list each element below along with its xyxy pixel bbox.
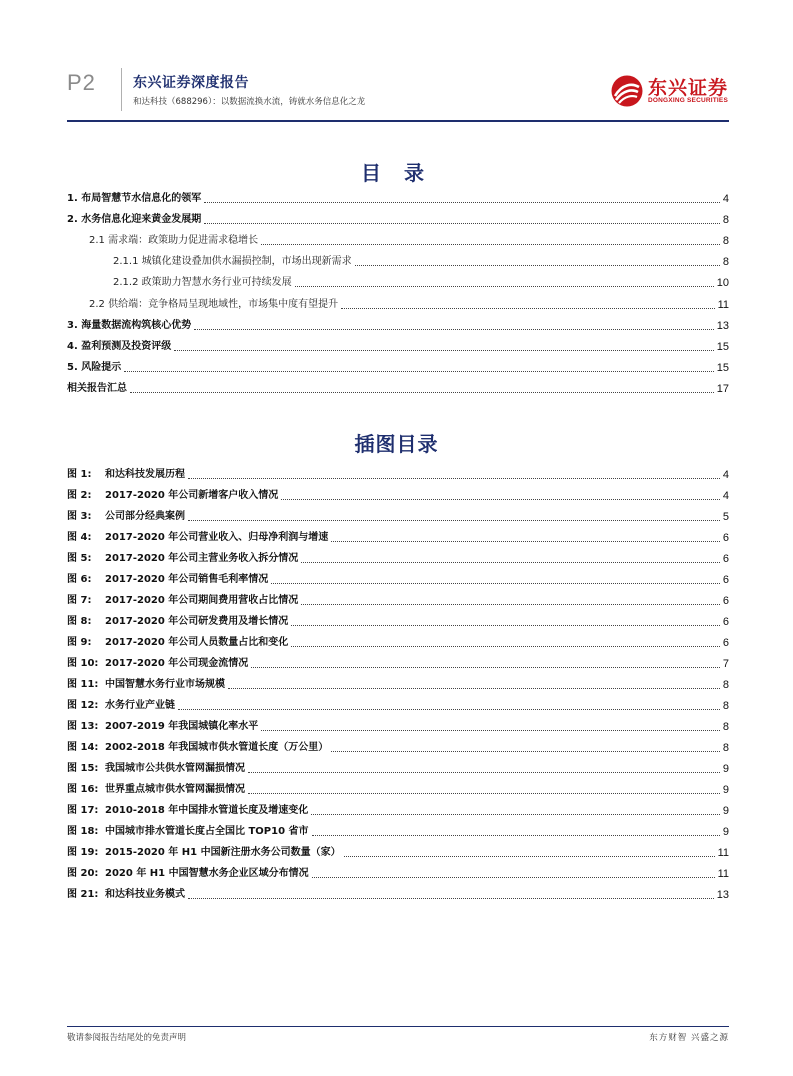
leader-dots	[130, 392, 714, 393]
figure-page: 5	[722, 511, 729, 523]
report-subtitle: 和达科技（688296）：以数据流换水流，铸就水务信息化之龙	[133, 97, 366, 107]
toc-entry[interactable]	[67, 317, 729, 333]
leader-dots	[291, 625, 720, 626]
figure-label: 图 9:	[67, 637, 92, 648]
footer-disclaimer: 敬请参阅报告结尾处的免责声明	[67, 1033, 187, 1043]
toc-entry-text: 2.1.2 政策助力智慧水务行业可持续发展	[113, 277, 292, 288]
figure-page: 11	[717, 847, 729, 859]
toc-entry[interactable]	[67, 338, 729, 354]
leader-dots	[311, 814, 720, 815]
leader-dots	[261, 730, 720, 731]
figure-text: 2017-2020 年公司新增客户收入情况	[105, 490, 279, 501]
leader-dots	[188, 898, 714, 899]
figure-entry[interactable]	[67, 571, 729, 587]
leader-dots	[344, 856, 715, 857]
toc-entry[interactable]	[67, 296, 729, 312]
leader-dots	[271, 583, 720, 584]
toc-entry-page: 10	[716, 277, 729, 289]
figure-text: 2017-2020 年公司主营业务收入拆分情况	[105, 553, 299, 564]
leader-dots	[281, 499, 720, 500]
figure-text: 我国城市公共供水管网漏损情况	[105, 763, 245, 774]
toc-entry-page: 4	[722, 193, 729, 205]
figure-label: 图 5:	[67, 553, 92, 564]
figure-label: 图 1:	[67, 469, 92, 480]
figure-page: 8	[722, 679, 729, 691]
toc-entry[interactable]	[67, 232, 729, 248]
leader-dots	[331, 541, 720, 542]
figure-text: 2017-2020 年公司研发费用及增长情况	[105, 616, 289, 627]
figure-text: 2015-2020 年 H1 中国新注册水务公司数量（家）	[105, 847, 341, 858]
page-header	[0, 0, 793, 130]
figure-text: 2002-2018 年我国城市供水管道长度（万公里）	[105, 742, 329, 753]
header-rule	[67, 120, 729, 122]
figure-label: 图 13:	[67, 721, 99, 732]
figure-page: 6	[722, 616, 729, 628]
figure-label: 图 3:	[67, 511, 92, 522]
footer-slogan: 东方财智 兴盛之源	[649, 1033, 729, 1043]
figure-label: 图 8:	[67, 616, 92, 627]
figure-label: 图 17:	[67, 805, 99, 816]
figure-entry[interactable]	[67, 634, 729, 650]
figure-entry[interactable]	[67, 760, 729, 776]
figure-page: 8	[722, 742, 729, 754]
figure-page: 7	[722, 658, 729, 670]
figure-entry[interactable]	[67, 865, 729, 881]
toc-entry-page: 8	[722, 214, 729, 226]
figure-page: 13	[716, 889, 729, 901]
figures-title: 插图目录	[354, 432, 439, 456]
figure-page: 8	[722, 700, 729, 712]
toc-entry[interactable]	[67, 253, 729, 269]
figure-entry[interactable]	[67, 508, 729, 524]
figure-label: 图 2:	[67, 490, 92, 501]
leader-dots	[204, 223, 720, 224]
leader-dots	[248, 793, 720, 794]
leader-dots	[301, 562, 720, 563]
figure-text: 2017-2020 年公司销售毛利率情况	[105, 574, 269, 585]
figure-page: 9	[722, 784, 729, 796]
figure-page: 4	[722, 469, 729, 481]
toc-title: 目 录	[361, 161, 432, 185]
figure-text: 和达科技发展历程	[105, 469, 185, 480]
toc-entry-text: 3. 海量数据流构筑核心优势	[67, 320, 192, 331]
leader-dots	[124, 371, 714, 372]
leader-dots	[312, 877, 715, 878]
toc-entry-text: 1. 布局智慧节水信息化的领军	[67, 193, 202, 204]
figure-page: 4	[722, 490, 729, 502]
figure-page: 9	[722, 805, 729, 817]
leader-dots	[204, 202, 720, 203]
figure-page: 9	[722, 763, 729, 775]
figure-page: 8	[722, 721, 729, 733]
figure-entry[interactable]	[67, 739, 729, 755]
figure-entry[interactable]	[67, 592, 729, 608]
figure-text: 2020 年 H1 中国智慧水务企业区域分布情况	[105, 868, 309, 879]
figure-entry[interactable]	[67, 886, 729, 902]
toc-entry-text: 相关报告汇总	[67, 383, 127, 394]
figure-entry[interactable]	[67, 550, 729, 566]
toc-entry[interactable]	[67, 380, 729, 396]
toc-entry-text: 2.2 供给端：竞争格局呈现地域性，市场集中度有望提升	[89, 299, 339, 310]
figure-label: 图 19:	[67, 847, 99, 858]
figure-text: 2007-2019 年我国城镇化率水平	[105, 721, 259, 732]
figure-entry[interactable]	[67, 844, 729, 860]
toc-entry[interactable]	[67, 274, 729, 290]
figure-entry[interactable]	[67, 487, 729, 503]
figure-text: 2017-2020 年公司人员数量占比和变化	[105, 637, 289, 648]
figure-page: 6	[722, 532, 729, 544]
logo-text-en: DONGXING SECURITIES	[648, 97, 729, 104]
figure-label: 图 15:	[67, 763, 99, 774]
leader-dots	[261, 244, 720, 245]
figure-page: 6	[722, 553, 729, 565]
leader-dots	[295, 286, 714, 287]
figure-label: 图 10:	[67, 658, 99, 669]
leader-dots	[355, 265, 720, 266]
figure-text: 世界重点城市供水管网漏损情况	[105, 784, 245, 795]
figure-text: 中国智慧水务行业市场规模	[105, 679, 225, 690]
figure-label: 图 6:	[67, 574, 92, 585]
figure-label: 图 14:	[67, 742, 99, 753]
figure-page: 9	[722, 826, 729, 838]
toc-entry-page: 17	[716, 383, 729, 395]
figure-page: 11	[717, 868, 729, 880]
toc-entry[interactable]	[67, 190, 729, 206]
leader-dots	[291, 646, 720, 647]
toc-entry-page: 8	[722, 256, 729, 268]
toc-entry[interactable]	[67, 211, 729, 227]
figure-text: 中国城市排水管道长度占全国比 TOP10 省市	[105, 826, 309, 837]
figure-entry[interactable]	[67, 823, 729, 839]
toc-entry-text: 4. 盈利预测及投资评级	[67, 341, 172, 352]
figure-label: 图 21:	[67, 889, 99, 900]
leader-dots	[174, 350, 714, 351]
leader-dots	[188, 520, 720, 521]
toc-entry-page: 15	[716, 362, 729, 374]
figure-text: 2010-2018 年中国排水管道长度及增速变化	[105, 805, 309, 816]
figure-entry[interactable]	[67, 676, 729, 692]
toc-entry[interactable]	[67, 359, 729, 375]
figure-text: 2017-2020 年公司期间费用营收占比情况	[105, 595, 299, 606]
figure-text: 2017-2020 年公司营业收入、归母净利润与增速	[105, 532, 329, 543]
leader-dots	[301, 604, 720, 605]
leader-dots	[251, 667, 720, 668]
figure-entry[interactable]	[67, 466, 729, 482]
toc-entry-page: 13	[716, 320, 729, 332]
logo-text-cn: 东兴证券	[648, 77, 729, 99]
leader-dots	[194, 329, 714, 330]
figure-text: 和达科技业务模式	[105, 889, 185, 900]
figure-page: 6	[722, 637, 729, 649]
figure-label: 图 20:	[67, 868, 99, 879]
leader-dots	[331, 751, 720, 752]
toc-entry-text: 2.1 需求端：政策助力促进需求稳增长	[89, 235, 259, 246]
footer-rule	[67, 1026, 729, 1027]
toc-entry-text: 2. 水务信息化迎来黄金发展期	[67, 214, 202, 225]
toc-entry-page: 8	[722, 235, 729, 247]
figure-label: 图 4:	[67, 532, 92, 543]
figure-entry[interactable]	[67, 718, 729, 734]
figure-page: 6	[722, 595, 729, 607]
leader-dots	[188, 478, 720, 479]
figure-label: 图 18:	[67, 826, 99, 837]
figure-entry[interactable]	[67, 802, 729, 818]
toc-entry-page: 11	[717, 299, 729, 311]
logo-mark-icon	[610, 74, 644, 108]
leader-dots	[312, 835, 720, 836]
figure-label: 图 12:	[67, 700, 99, 711]
figure-label: 图 16:	[67, 784, 99, 795]
figure-text: 2017-2020 年公司现金流情况	[105, 658, 249, 669]
company-logo	[610, 72, 730, 110]
page-number: P2	[67, 70, 96, 95]
figure-label: 图 11:	[67, 679, 99, 690]
toc-entry-page: 15	[716, 341, 729, 353]
figure-page: 6	[722, 574, 729, 586]
leader-dots	[228, 688, 720, 689]
leader-dots	[341, 308, 714, 309]
header-divider	[121, 68, 122, 111]
toc-entry-text: 2.1.1 城镇化建设叠加供水漏损控制，市场出现新需求	[113, 256, 352, 267]
figure-text: 公司部分经典案例	[105, 511, 185, 522]
figure-entry[interactable]	[67, 781, 729, 797]
figure-text: 水务行业产业链	[105, 700, 175, 711]
toc-entry-text: 5. 风险提示	[67, 362, 122, 373]
leader-dots	[248, 772, 720, 773]
report-title: 东兴证券深度报告	[133, 75, 249, 91]
leader-dots	[178, 709, 720, 710]
figure-entry[interactable]	[67, 613, 729, 629]
figure-entry[interactable]	[67, 529, 729, 545]
figure-entry[interactable]	[67, 655, 729, 671]
figure-entry[interactable]	[67, 697, 729, 713]
figure-label: 图 7:	[67, 595, 92, 606]
